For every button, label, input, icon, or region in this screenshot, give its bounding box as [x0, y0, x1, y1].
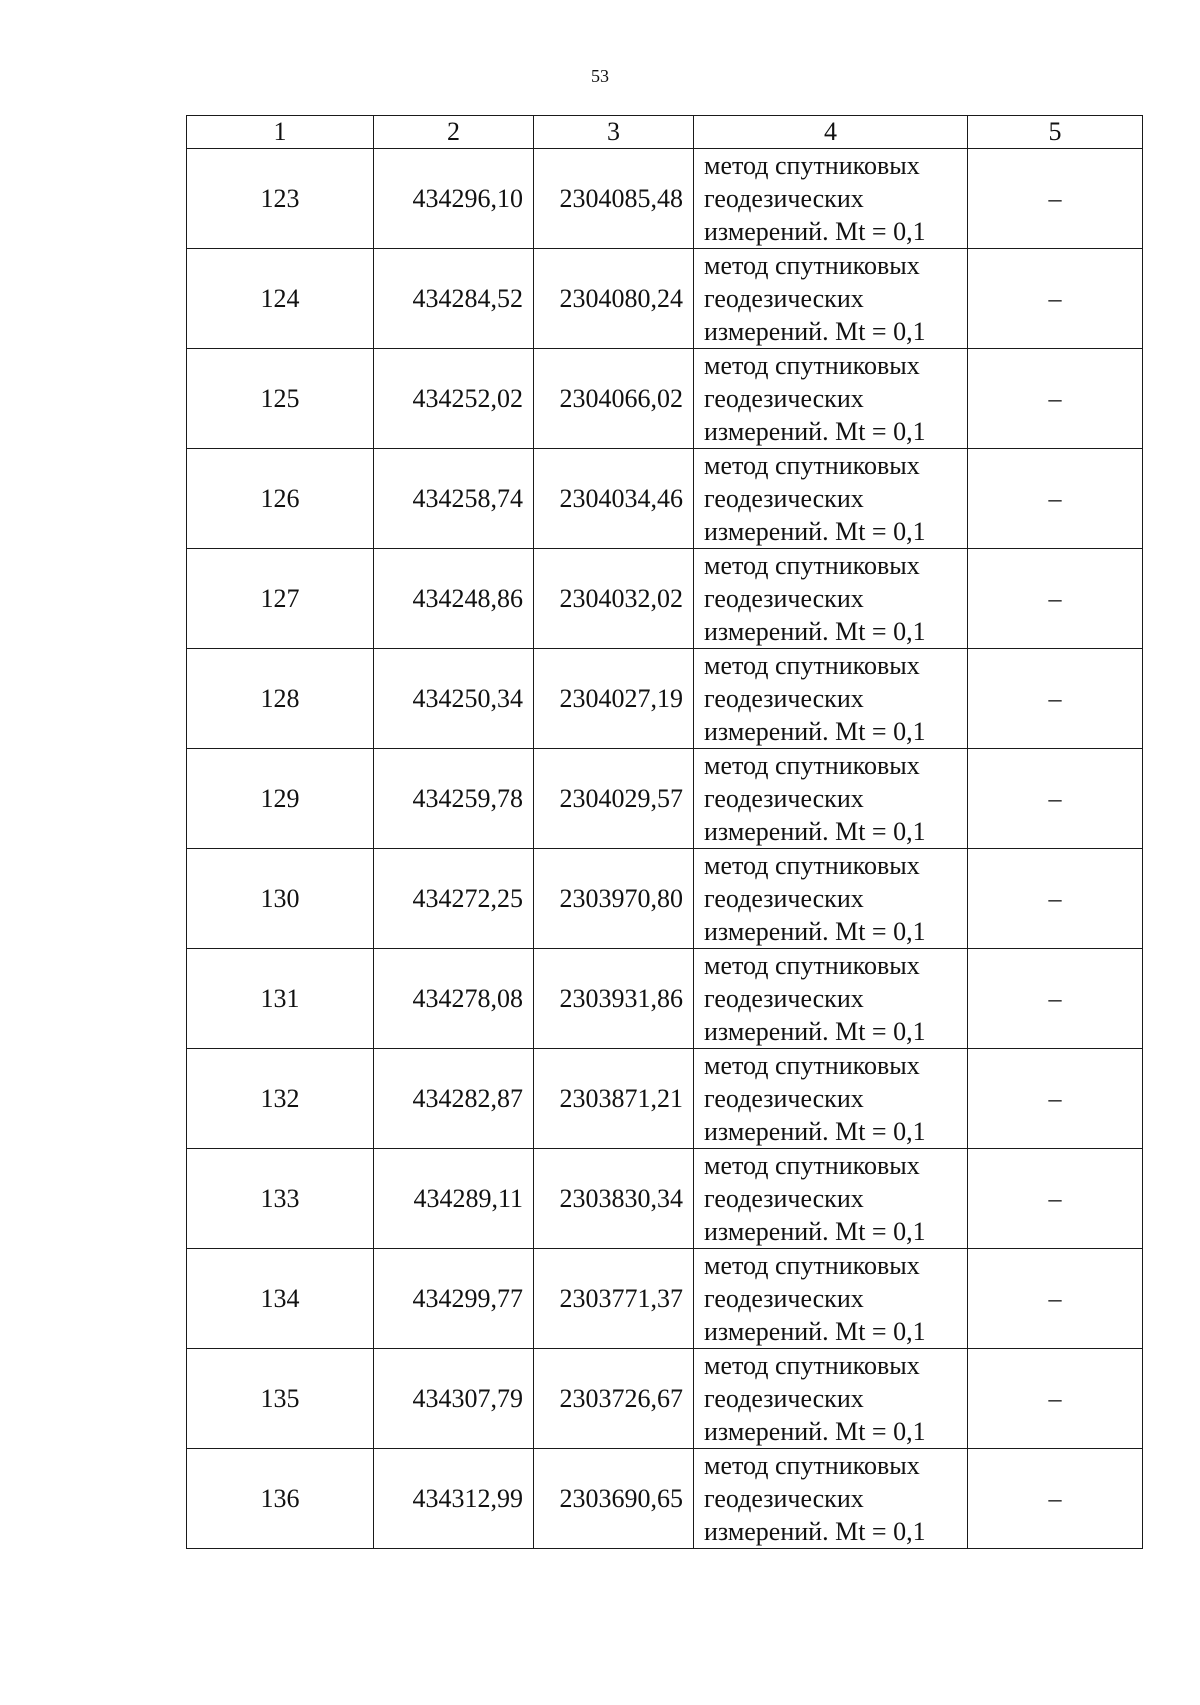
note-cell: –: [968, 849, 1143, 949]
method-line: измерений. Mt = 0,1: [704, 1417, 926, 1446]
x-coordinate-cell: 434282,87: [374, 1049, 534, 1149]
x-coordinate-cell: 434258,74: [374, 449, 534, 549]
method-line: измерений. Mt = 0,1: [704, 717, 926, 746]
x-coordinate-cell: 434272,25: [374, 849, 534, 949]
table-row: [187, 1149, 1143, 1249]
note-cell: –: [968, 1349, 1143, 1449]
point-number-cell: 133: [187, 1149, 374, 1249]
y-coordinate-cell: 2303771,37: [534, 1249, 694, 1349]
column-header-1: 1: [187, 116, 374, 149]
method-line: метод спутниковых: [704, 351, 920, 380]
table-row: [187, 349, 1143, 449]
y-coordinate-cell: 2303830,34: [534, 1149, 694, 1249]
method-line: метод спутниковых: [704, 1151, 920, 1180]
method-line: метод спутниковых: [704, 851, 920, 880]
note-cell: –: [968, 249, 1143, 349]
method-line: геодезических: [704, 1384, 864, 1413]
x-coordinate-cell: 434296,10: [374, 149, 534, 249]
method-line: измерений. Mt = 0,1: [704, 517, 926, 546]
note-cell: –: [968, 149, 1143, 249]
column-header-3: 3: [534, 116, 694, 149]
y-coordinate-cell: 2304034,46: [534, 449, 694, 549]
note-cell: –: [968, 349, 1143, 449]
table-row: [187, 1349, 1143, 1449]
method-line: метод спутниковых: [704, 1051, 920, 1080]
method-line: измерений. Mt = 0,1: [704, 617, 926, 646]
method-line: геодезических: [704, 184, 864, 213]
column-header-4: 4: [694, 116, 968, 149]
y-coordinate-cell: 2303970,80: [534, 849, 694, 949]
header-row: [187, 116, 1143, 149]
method-line: геодезических: [704, 1284, 864, 1313]
method-cell: [694, 749, 968, 849]
method-cell: [694, 549, 968, 649]
note-cell: –: [968, 949, 1143, 1049]
method-cell: [694, 249, 968, 349]
method-cell: [694, 1449, 968, 1549]
method-line: метод спутниковых: [704, 151, 920, 180]
method-line: геодезических: [704, 784, 864, 813]
x-coordinate-cell: 434250,34: [374, 649, 534, 749]
method-line: геодезических: [704, 584, 864, 613]
table-row: [187, 649, 1143, 749]
note-cell: –: [968, 1149, 1143, 1249]
x-coordinate-cell: 434289,11: [374, 1149, 534, 1249]
method-line: измерений. Mt = 0,1: [704, 1217, 926, 1246]
method-line: метод спутниковых: [704, 451, 920, 480]
table-row: [187, 1449, 1143, 1549]
table-row: [187, 1049, 1143, 1149]
point-number-cell: 136: [187, 1449, 374, 1549]
method-line: измерений. Mt = 0,1: [704, 917, 926, 946]
method-cell: [694, 1149, 968, 1249]
x-coordinate-cell: 434284,52: [374, 249, 534, 349]
method-line: измерений. Mt = 0,1: [704, 317, 926, 346]
method-line: геодезических: [704, 484, 864, 513]
coordinates-table: [186, 115, 1143, 1549]
x-coordinate-cell: 434252,02: [374, 349, 534, 449]
method-cell: [694, 649, 968, 749]
method-line: метод спутниковых: [704, 1251, 920, 1280]
point-number-cell: 124: [187, 249, 374, 349]
method-line: измерений. Mt = 0,1: [704, 817, 926, 846]
method-line: измерений. Mt = 0,1: [704, 1017, 926, 1046]
y-coordinate-cell: 2303931,86: [534, 949, 694, 1049]
y-coordinate-cell: 2303690,65: [534, 1449, 694, 1549]
method-cell: [694, 849, 968, 949]
x-coordinate-cell: 434259,78: [374, 749, 534, 849]
point-number-cell: 125: [187, 349, 374, 449]
method-cell: [694, 1049, 968, 1149]
method-cell: [694, 949, 968, 1049]
x-coordinate-cell: 434278,08: [374, 949, 534, 1049]
table-row: [187, 849, 1143, 949]
method-cell: [694, 1349, 968, 1449]
method-line: измерений. Mt = 0,1: [704, 417, 926, 446]
method-line: геодезических: [704, 1484, 864, 1513]
note-cell: –: [968, 449, 1143, 549]
point-number-cell: 128: [187, 649, 374, 749]
y-coordinate-cell: 2304085,48: [534, 149, 694, 249]
note-cell: –: [968, 649, 1143, 749]
x-coordinate-cell: 434248,86: [374, 549, 534, 649]
page-number: 53: [591, 66, 609, 86]
y-coordinate-cell: 2303726,67: [534, 1349, 694, 1449]
point-number-cell: 123: [187, 149, 374, 249]
note-cell: –: [968, 749, 1143, 849]
method-cell: [694, 149, 968, 249]
table-row: [187, 149, 1143, 249]
method-line: измерений. Mt = 0,1: [704, 1317, 926, 1346]
point-number-cell: 127: [187, 549, 374, 649]
y-coordinate-cell: 2304080,24: [534, 249, 694, 349]
point-number-cell: 134: [187, 1249, 374, 1349]
x-coordinate-cell: 434299,77: [374, 1249, 534, 1349]
column-header-2: 2: [374, 116, 534, 149]
method-line: метод спутниковых: [704, 651, 920, 680]
table-row: [187, 1249, 1143, 1349]
table-row: [187, 249, 1143, 349]
note-cell: –: [968, 1449, 1143, 1549]
table-row: [187, 549, 1143, 649]
method-line: геодезических: [704, 384, 864, 413]
x-coordinate-cell: 434307,79: [374, 1349, 534, 1449]
method-line: измерений. Mt = 0,1: [704, 1117, 926, 1146]
y-coordinate-cell: 2303871,21: [534, 1049, 694, 1149]
note-cell: –: [968, 1049, 1143, 1149]
method-line: геодезических: [704, 684, 864, 713]
point-number-cell: 132: [187, 1049, 374, 1149]
table-row: [187, 749, 1143, 849]
method-line: геодезических: [704, 984, 864, 1013]
method-line: метод спутниковых: [704, 1351, 920, 1380]
y-coordinate-cell: 2304032,02: [534, 549, 694, 649]
table-row: [187, 449, 1143, 549]
table-body: [187, 149, 1143, 1549]
method-line: метод спутниковых: [704, 251, 920, 280]
method-line: геодезических: [704, 884, 864, 913]
method-line: метод спутниковых: [704, 951, 920, 980]
note-cell: –: [968, 1249, 1143, 1349]
point-number-cell: 129: [187, 749, 374, 849]
method-cell: [694, 349, 968, 449]
y-coordinate-cell: 2304027,19: [534, 649, 694, 749]
column-header-5: 5: [968, 116, 1143, 149]
y-coordinate-cell: 2304066,02: [534, 349, 694, 449]
method-line: метод спутниковых: [704, 751, 920, 780]
point-number-cell: 126: [187, 449, 374, 549]
method-line: метод спутниковых: [704, 551, 920, 580]
method-line: геодезических: [704, 1184, 864, 1213]
point-number-cell: 135: [187, 1349, 374, 1449]
method-line: измерений. Mt = 0,1: [704, 1517, 926, 1546]
method-line: измерений. Mt = 0,1: [704, 217, 926, 246]
method-line: геодезических: [704, 284, 864, 313]
method-line: геодезических: [704, 1084, 864, 1113]
point-number-cell: 131: [187, 949, 374, 1049]
y-coordinate-cell: 2304029,57: [534, 749, 694, 849]
method-cell: [694, 449, 968, 549]
method-line: метод спутниковых: [704, 1451, 920, 1480]
method-cell: [694, 1249, 968, 1349]
table-row: [187, 949, 1143, 1049]
x-coordinate-cell: 434312,99: [374, 1449, 534, 1549]
point-number-cell: 130: [187, 849, 374, 949]
note-cell: –: [968, 549, 1143, 649]
